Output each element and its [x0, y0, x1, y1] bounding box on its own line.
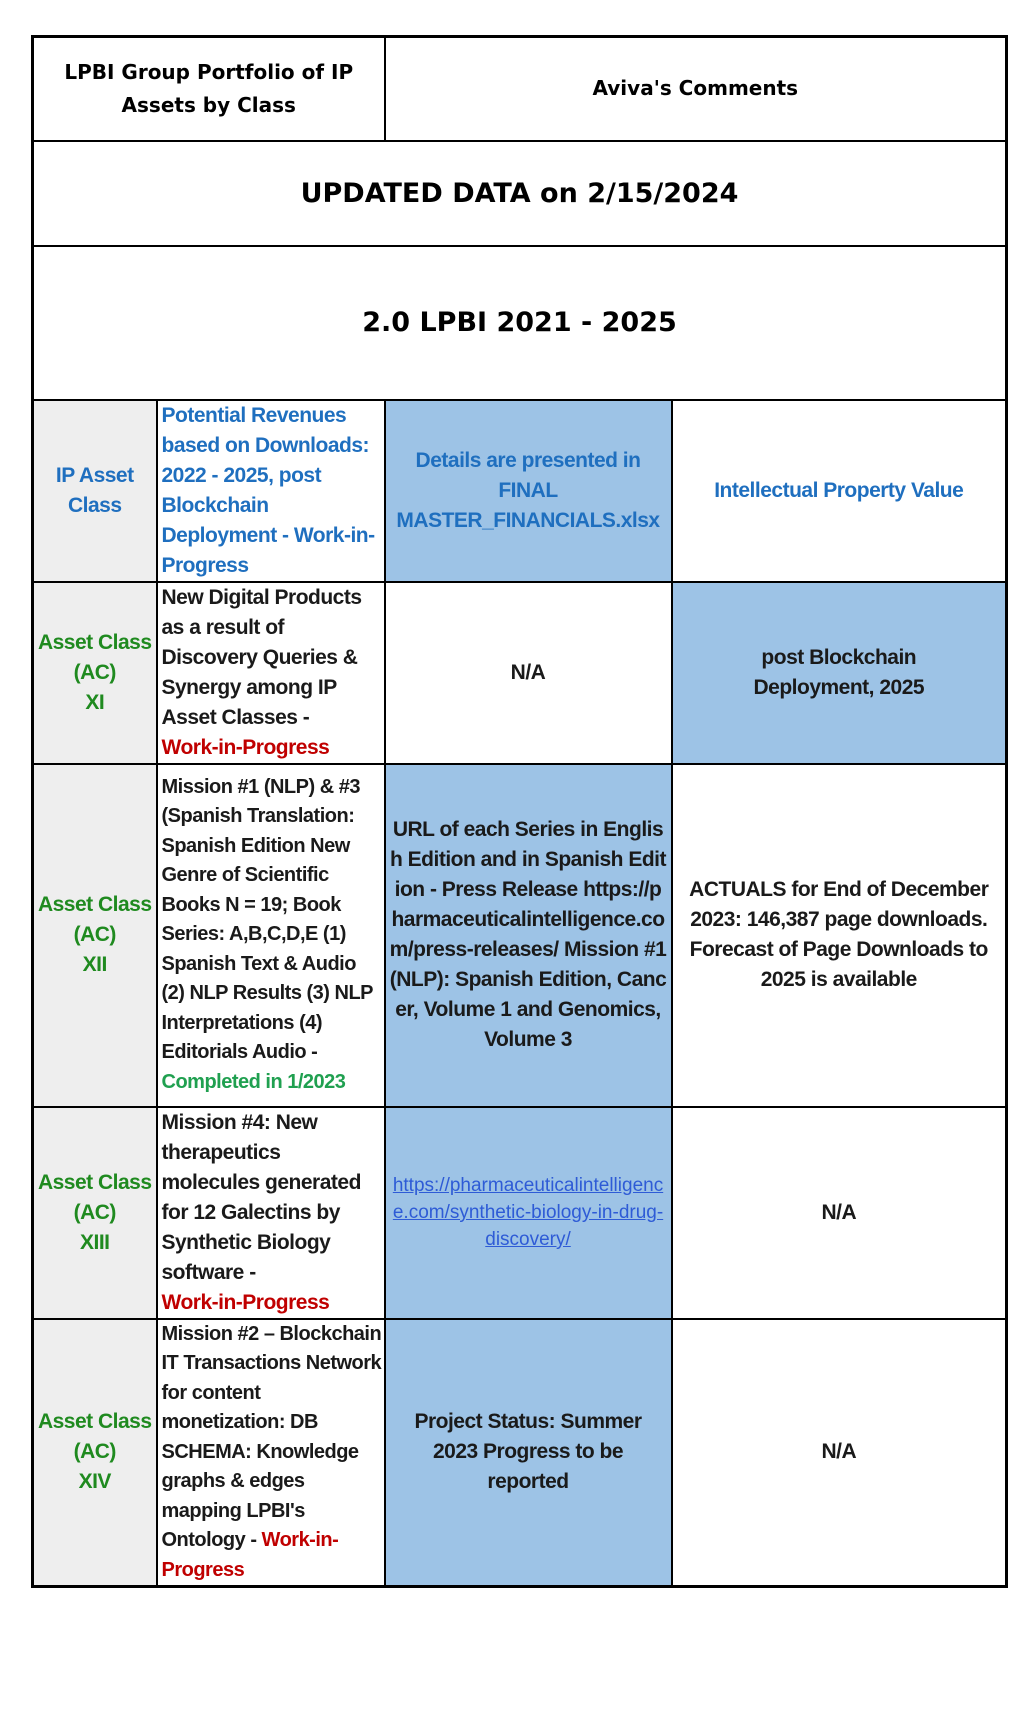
table-row [33, 764, 1007, 1107]
description-cell [157, 1107, 385, 1319]
portfolio-table [31, 35, 1008, 1588]
asset-class-cell [33, 582, 157, 764]
description-cell [157, 1319, 385, 1587]
value-cell: N/A [672, 1107, 1007, 1319]
asset-class-label: Asset Class [37, 1170, 152, 1194]
table-row [33, 1107, 1007, 1319]
value-cell: ACTUALS for End of December 2023: 146,387 page downloads. Forecast of Page Downloads to 2025 is available [672, 764, 1007, 1107]
asset-class-numeral: XII [82, 953, 107, 976]
asset-class-label: Asset Class [37, 1410, 152, 1434]
col-header-value: Intellectual Property Value [672, 400, 1007, 582]
description-text: Mission #4: New therapeutics molecules generated for 12 Galectins by Synthetic Biology software - [161, 1110, 361, 1284]
status-text: Completed in 1/2023 [161, 1070, 346, 1093]
header-comments-title: Aviva's Comments [385, 37, 1007, 141]
details-cell [385, 1107, 672, 1319]
value-cell: post Blockchain Deployment, 2025 [672, 582, 1007, 764]
asset-class-abbrev: (AC) [73, 1440, 116, 1464]
status-text: Work-in-Progress [161, 1529, 339, 1581]
header-row [33, 37, 1007, 141]
asset-class-label: Asset Class [37, 630, 152, 654]
asset-class-numeral: XIII [79, 1230, 110, 1254]
asset-class-cell [33, 764, 157, 1107]
details-cell: URL of each Series in English Edition and in Spanish Edition - Press Release https://pharmaceuticalintelligence.com/press-releases/ Mission #1 (NLP): Spanish Edition, Cancer, Volume 1 and Genomics, Volume 3 [385, 764, 672, 1107]
banner-updated-row [33, 141, 1007, 246]
asset-class-numeral: XIV [78, 1470, 111, 1494]
synthetic-biology-link[interactable]: https://pharmaceuticalintelligence.com/synthetic-biology-in-drug-discovery/ [392, 1175, 664, 1250]
table-row [33, 582, 1007, 764]
value-cell: N/A [672, 1319, 1007, 1587]
description-cell [157, 582, 385, 764]
asset-class-cell [33, 1319, 157, 1587]
col-header-revenue: Potential Revenues based on Downloads: 2022 - 2025, post Blockchain Deployment - Work-in-Progress [157, 400, 385, 582]
banner-updated: UPDATED DATA on 2/15/2024 [33, 141, 1007, 246]
status-text: Work-in-Progress [161, 1290, 330, 1314]
details-cell: Project Status: Summer 2023 Progress to be reported [385, 1319, 672, 1587]
description-text: New Digital Products as a result of Discovery Queries & Synergy among IP Asset Classes - [161, 585, 362, 729]
banner-lpbi-row [33, 246, 1007, 400]
banner-lpbi: 2.0 LPBI 2021 - 2025 [33, 246, 1007, 400]
col-header-class: IP Asset Class [33, 400, 157, 582]
table-row [33, 1319, 1007, 1587]
asset-class-abbrev: (AC) [73, 1200, 116, 1224]
asset-class-abbrev: (AC) [73, 660, 116, 684]
header-portfolio-title: LPBI Group Portfolio of IP Assets by Class [33, 37, 385, 141]
asset-class-abbrev: (AC) [73, 923, 116, 946]
asset-class-numeral: XI [85, 690, 105, 714]
description-text: Mission #1 (NLP) & #3 (Spanish Translation: Spanish Edition New Genre of Scientific Books N = 19; Book Series: A,B,C,D,E (1) Spanish Text & Audio (2) NLP Results (3) NLP Interpretations (4) Editorials Audio - [161, 775, 373, 1064]
portfolio-document [31, 35, 1005, 1588]
column-header-row [33, 400, 1007, 582]
details-cell: N/A [385, 582, 672, 764]
description-text: Mission #2 – Blockchain IT Transactions Network for content monetization: DB SCHEMA: Knowledge graphs & edges mapping LPBI's Ontology - [161, 1322, 382, 1551]
description-cell [157, 764, 385, 1107]
status-text: Work-in-Progress [161, 735, 330, 759]
col-header-details: Details are presented in FINAL MASTER_FINANCIALS.xlsx [385, 400, 672, 582]
asset-class-cell [33, 1107, 157, 1319]
asset-class-label: Asset Class [37, 893, 152, 916]
